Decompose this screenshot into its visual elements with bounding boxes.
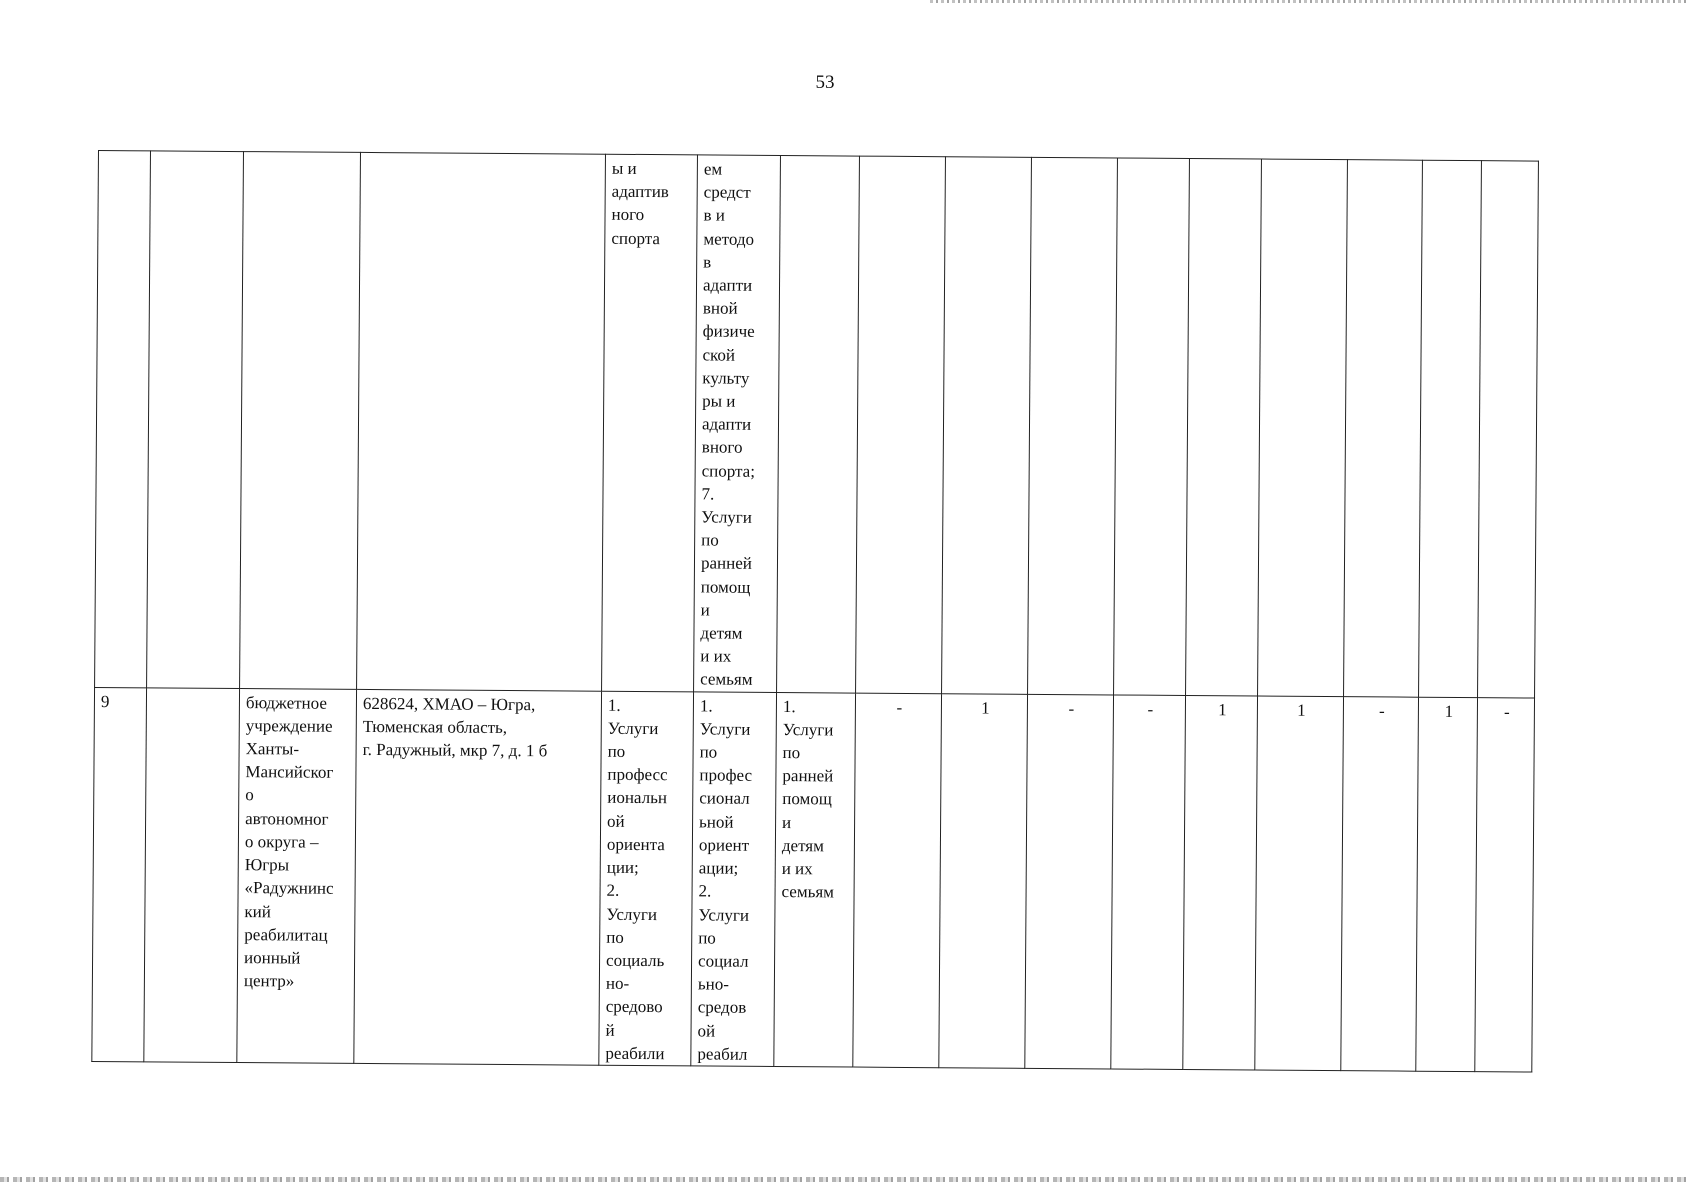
cell-empty	[1344, 160, 1423, 697]
cell-index-empty	[95, 151, 151, 688]
cell-mark: -	[1025, 694, 1114, 1069]
cell-empty	[1419, 160, 1482, 697]
page-number: 53	[815, 72, 835, 93]
cell-empty	[856, 156, 946, 693]
cell-empty	[1478, 161, 1539, 698]
cell-mark: -	[1341, 696, 1419, 1071]
cell-empty	[777, 156, 860, 693]
cell-institution-empty	[240, 152, 361, 690]
cell-institution-name: бюджетное учреждение Ханты- Мансийског о автономног о округа – Югры «Радужнинс кий реабилитац ионный центр»	[237, 688, 357, 1063]
cell-services-continued: ы и адаптив ного спорта	[602, 154, 698, 691]
cell-mark: -	[853, 693, 942, 1068]
cell-row-index: 9	[92, 687, 147, 1062]
document-table	[91, 150, 1539, 1072]
cell-mark: 1	[1416, 697, 1478, 1072]
cell-services-continued: ем средст в и методо в адапти вной физиче ской культу ры и адапти вного спорта; 7. Услуги по ранней помощ и детям и их семьям	[694, 155, 781, 692]
cell-empty	[1028, 157, 1118, 694]
scan-edge-top	[930, 0, 1686, 3]
cell-empty	[942, 157, 1032, 694]
cell-mark: -	[1111, 695, 1186, 1070]
cell-empty	[144, 688, 240, 1063]
cell-services: 1. Услуги по професс иональн ой ориента ции; 2. Услуги по социаль но- средово й реабили	[599, 691, 694, 1066]
cell-address: 628624, ХМАО – Югра, Тюменская область, г. Радужный, мкр 7, д. 1 б	[354, 689, 602, 1065]
cell-address-empty	[357, 152, 606, 690]
table-row-9	[92, 687, 1535, 1072]
cell-services: 1. Услуги по профес сионал ьной ориент ации; 2. Услуги по социал ьно- средов ой реабил	[691, 692, 777, 1067]
cell-mark: -	[1475, 697, 1535, 1072]
cell-mark: 1	[1183, 695, 1258, 1070]
scan-edge-bottom	[0, 1177, 1686, 1182]
cell-empty	[147, 151, 244, 688]
cell-services: 1. Услуги по ранней помощ и детям и их семьям	[774, 692, 856, 1067]
cell-mark: 1	[939, 693, 1028, 1068]
cell-empty	[1258, 159, 1348, 696]
cell-empty	[1114, 158, 1190, 695]
cell-empty	[1186, 159, 1262, 696]
cell-mark: 1	[1255, 696, 1344, 1071]
table-row-continuation	[95, 151, 1539, 698]
